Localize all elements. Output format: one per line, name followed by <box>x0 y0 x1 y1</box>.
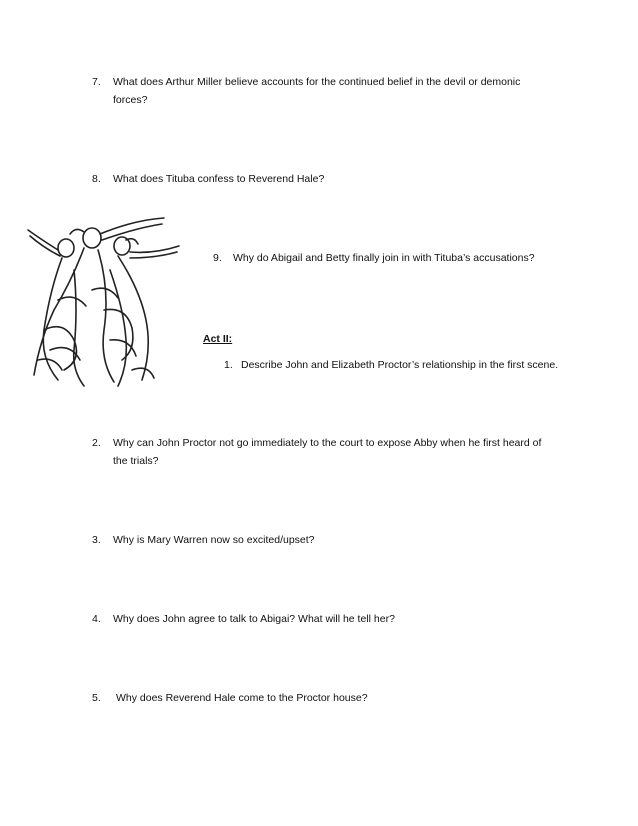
question-text: Why does Reverend Hale come to the Proctor house? <box>116 692 368 704</box>
question-7 <box>92 73 612 113</box>
question-text: Describe John and Elizabeth Proctor’s relationship in the first scene. <box>241 359 559 371</box>
question-text: What does Tituba confess to Reverend Hale? <box>113 173 325 185</box>
question-number: 7. <box>92 76 101 88</box>
question-text: forces? <box>113 94 148 106</box>
question-act2-3 <box>92 531 612 551</box>
question-number: 9. <box>213 252 222 264</box>
witches-illustration <box>14 210 184 390</box>
question-number: 8. <box>92 173 101 185</box>
question-text: the trials? <box>113 455 159 467</box>
question-number: 5. <box>92 692 101 704</box>
question-number: 3. <box>92 534 101 546</box>
question-act2-2 <box>92 434 612 474</box>
question-text: What does Arthur Miller believe accounts for the continued belief in the devil or demonic <box>113 76 521 88</box>
question-act2-4 <box>92 610 612 630</box>
act-ii-heading: Act II: <box>203 333 233 345</box>
question-text: Why is Mary Warren now so excited/upset? <box>113 534 315 546</box>
question-text: Why do Abigail and Betty finally join in with Tituba’s accusations? <box>233 252 535 264</box>
question-number: 1. <box>224 359 233 371</box>
question-9 <box>213 249 613 269</box>
question-number: 4. <box>92 613 101 625</box>
question-text: Why can John Proctor not go immediately to the court to expose Abby when he first heard of <box>113 437 542 449</box>
question-8 <box>92 170 612 190</box>
question-number: 2. <box>92 437 101 449</box>
question-act2-5 <box>92 689 612 709</box>
question-act2-1 <box>224 356 624 376</box>
question-text: Why does John agree to talk to Abigai? What will he tell her? <box>113 613 395 625</box>
